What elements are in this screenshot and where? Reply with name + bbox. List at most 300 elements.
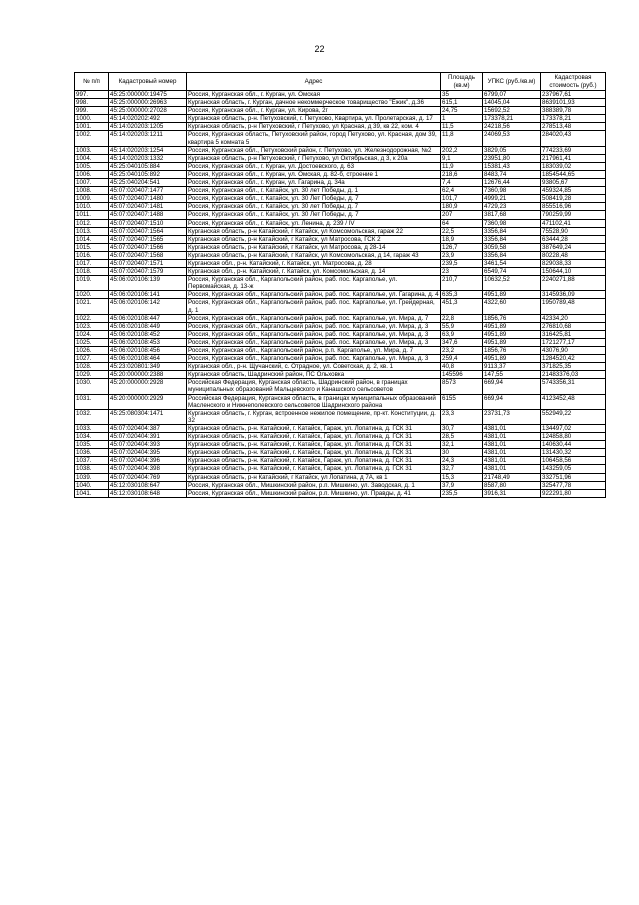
address: Курганская область, р-н. Катайский, г. Катайск, Гараж, ул. Лопатина, д. ГСК 31 [187, 449, 441, 457]
area: 451,3 [441, 299, 483, 314]
area: 35 [441, 91, 483, 99]
address: Курганская область, р-н Катайский, г Катайск, ул Комсомольская, д 14, гараж 43 [187, 251, 441, 259]
upks: 24069,53 [483, 131, 541, 146]
upks: 6799,07 [483, 91, 541, 99]
row-number: 1023. [75, 322, 109, 330]
row-number: 1033. [75, 424, 109, 432]
upks: 4951,89 [483, 291, 541, 299]
cadastral-value: 316425,81 [541, 330, 606, 338]
address: Россия, Курганская обл., г. Курган, ул. Омская [187, 91, 441, 99]
cadastral-number: 45:20:000000:2928 [109, 379, 187, 394]
cadastral-number: 45:12:030108:648 [109, 489, 187, 497]
row-number: 1028. [75, 363, 109, 371]
address: Курганская область, р-н. Петуховский, г. Петухово, Квартира, ул. Пролетарская, д. 17 [187, 115, 441, 123]
row-number: 1019. [75, 276, 109, 291]
area: 64 [441, 219, 483, 227]
table-row [75, 251, 606, 259]
row-number: 1013. [75, 227, 109, 235]
cadastral-number: 45:25:080304:1471 [109, 409, 187, 424]
upks: 15692,52 [483, 107, 541, 115]
address: Россия, Курганская обл., г. Катайск, ул. Ленина, д. 239 / IV [187, 219, 441, 227]
area: 6155 [441, 394, 483, 409]
cadastral-value: 124858,80 [541, 433, 606, 441]
address: Российская Федерация, Курганская область, Шадринский район, в границах муниципальных образований Мальцевского и Канашского сельсоветов [187, 379, 441, 394]
area: 101,7 [441, 195, 483, 203]
cadastral-number: 45:07:020407:1579 [109, 268, 187, 276]
area: 23,3 [441, 409, 483, 424]
row-number: 1012. [75, 219, 109, 227]
address: Россия, Курганская обл., Каргапольский район, раб. пос. Каргаполье, ул. Мира, д. 7 [187, 314, 441, 322]
address: Курганская область, р-н Катайский, г Катайск, ул Матросова, ГСК 2 [187, 235, 441, 243]
row-number: 1036. [75, 449, 109, 457]
address: Россия, Курганская обл., г. Катайск, ул. 30 Лет Победы, д. 7 [187, 211, 441, 219]
cadastral-number: 45:25:040105:884 [109, 162, 187, 170]
upks: 3916,31 [483, 489, 541, 497]
area: 126,7 [441, 243, 483, 251]
row-number: 1031. [75, 394, 109, 409]
cadastral-value: 278513,48 [541, 123, 606, 131]
upks: 3461,54 [483, 259, 541, 267]
address: Курганская область, р-н. Катайский, г. Катайск, Гараж, ул. Лопатина, д. ГСК 31 [187, 457, 441, 465]
upks: 3356,84 [483, 227, 541, 235]
upks: 3829,05 [483, 146, 541, 154]
area: 37,9 [441, 481, 483, 489]
row-number: 1002. [75, 131, 109, 146]
table-row [75, 211, 606, 219]
address: Россия, Курганская обл., Каргапольский район, раб. пос. Каргаполье, ул. Первомайская, д. 13-ж [187, 276, 441, 291]
upks: 4951,89 [483, 330, 541, 338]
cadastral-number: 45:12:030108:647 [109, 481, 187, 489]
upks: 3356,84 [483, 235, 541, 243]
header-address: Адрес [187, 73, 441, 91]
cadastral-number: 45:23:020801:349 [109, 363, 187, 371]
cadastral-value: 371825,35 [541, 363, 606, 371]
cadastral-number: 45:06:020108:464 [109, 355, 187, 363]
cadastral-number: 45:07:020404:398 [109, 465, 187, 473]
address: Россия, Курганская обл., Каргапольский район, раб. пос. Каргаполье, ул. Мира, д. 3 [187, 338, 441, 346]
area: 11,9 [441, 162, 483, 170]
area: 32,7 [441, 465, 483, 473]
table-row [75, 379, 606, 394]
area: 202,2 [441, 146, 483, 154]
table-row [75, 363, 606, 371]
cadastral-value: 790259,99 [541, 211, 606, 219]
upks: 24218,56 [483, 123, 541, 131]
area: 24,3 [441, 457, 483, 465]
upks: 12676,44 [483, 179, 541, 187]
row-number: 1037. [75, 457, 109, 465]
upks: 4999,21 [483, 195, 541, 203]
area: 30 [441, 449, 483, 457]
upks: 4729,23 [483, 203, 541, 211]
table-row [75, 162, 606, 170]
address: Курганская область, р-н. Катайский, г. Катайск, Гараж, ул. Лопатина, д. ГСК 31 [187, 441, 441, 449]
cadastral-number: 45:07:020407:1564 [109, 227, 187, 235]
row-number: 1005. [75, 162, 109, 170]
cadastral-value: 21483376,03 [541, 371, 606, 379]
cadastral-value: 93805,67 [541, 179, 606, 187]
cadastral-number: 45:06:020108:453 [109, 338, 187, 346]
upks: 4381,01 [483, 424, 541, 432]
cadastral-table [74, 72, 606, 498]
area: 145596 [441, 371, 483, 379]
address: Курганская область, р-н Петуховский, г Петухово, ул Красная, д 39, кв 22, ком. 4 [187, 123, 441, 131]
upks: 14045,04 [483, 99, 541, 107]
cadastral-value: 134497,02 [541, 424, 606, 432]
cadastral-value: 332751,96 [541, 473, 606, 481]
address: Россия, Курганская обл., г. Курган, ул. Достоевского, д. 63 [187, 162, 441, 170]
table-row [75, 330, 606, 338]
cadastral-number: 45:07:020407:1568 [109, 251, 187, 259]
cadastral-value: 217961,41 [541, 154, 606, 162]
row-number: 1010. [75, 203, 109, 211]
address: Курганская обл., р-н. Катайский, г. Катайск, ул. Матросова, д. 28 [187, 259, 441, 267]
cadastral-number: 45:06:020106:141 [109, 291, 187, 299]
row-number: 1011. [75, 211, 109, 219]
row-number: 998. [75, 99, 109, 107]
cadastral-number: 45:06:020106:139 [109, 276, 187, 291]
row-number: 1017. [75, 259, 109, 267]
row-number: 1000. [75, 115, 109, 123]
cadastral-value: 150644,10 [541, 268, 606, 276]
cadastral-value: 552949,22 [541, 409, 606, 424]
cadastral-value: 75528,90 [541, 227, 606, 235]
cadastral-number: 45:14:020203:1332 [109, 154, 187, 162]
upks: 3356,84 [483, 251, 541, 259]
table-row [75, 115, 606, 123]
upks: 4951,89 [483, 322, 541, 330]
cadastral-number: 45:14:020202:492 [109, 115, 187, 123]
address: Россия, Курганская обл., Каргапольский район, р.п. Каргаполье, ул. Мира, д. 7 [187, 347, 441, 355]
row-number: 1007. [75, 179, 109, 187]
address: Россия, Курганская обл., Мишкинский район, р.п. Мишкино, ул. Заводская, д. 1 [187, 481, 441, 489]
table-row [75, 322, 606, 330]
address: Россия, Курганская обл., Каргапольский район, раб. пос. Каргаполье, ул. Мира, д. 3 [187, 322, 441, 330]
area: 11,8 [441, 131, 483, 146]
area: 55,9 [441, 322, 483, 330]
address: Курганская область, Шадринский район, ПС Ольховка [187, 371, 441, 379]
row-number: 1006. [75, 170, 109, 178]
row-number: 1026. [75, 347, 109, 355]
address: Курганская обл., р-н. Щучанский, с. Отрадное, ул. Советская, д. 2, кв. 1 [187, 363, 441, 371]
cadastral-value: 459324,85 [541, 187, 606, 195]
address: Россия, Курганская обл., г. Курган, ул. Гагарина, д. 34а [187, 179, 441, 187]
row-number: 1039. [75, 473, 109, 481]
area: 259,4 [441, 355, 483, 363]
upks: 7360,98 [483, 219, 541, 227]
cadastral-number: 45:06:020108:456 [109, 347, 187, 355]
row-number: 1014. [75, 235, 109, 243]
area: 9,1 [441, 154, 483, 162]
cadastral-value: 42334,20 [541, 314, 606, 322]
upks: 7360,98 [483, 187, 541, 195]
address: Россия, Курганская обл., Петуховский район, г. Петухово, ул. Железнодорожная, №2 [187, 146, 441, 154]
upks: 23731,73 [483, 409, 541, 424]
cadastral-value: 1854544,65 [541, 170, 606, 178]
row-number: 1022. [75, 314, 109, 322]
cadastral-number: 45:07:020404:769 [109, 473, 187, 481]
cadastral-number: 45:07:020404:396 [109, 457, 187, 465]
cadastral-number: 45:06:020106:142 [109, 299, 187, 314]
address: Курганская область, р-н Катайский, г Катайск, ул Матросова, д 28-14 [187, 243, 441, 251]
area: 8573 [441, 379, 483, 394]
area: 28,5 [441, 433, 483, 441]
area: 22,8 [441, 314, 483, 322]
row-number: 1032. [75, 409, 109, 424]
area: 23 [441, 268, 483, 276]
cadastral-number: 45:07:020404:395 [109, 449, 187, 457]
upks: 669,94 [483, 394, 541, 409]
row-number: 1004. [75, 154, 109, 162]
upks: 1856,76 [483, 347, 541, 355]
cadastral-value: 325477,78 [541, 481, 606, 489]
upks: 6549,74 [483, 268, 541, 276]
cadastral-number: 45:25:000000:26963 [109, 99, 187, 107]
header-cadastral-value: Кадастровая стоимость (руб.) [541, 73, 606, 91]
address: Россия, Курганская обл., Каргапольский район, раб. пос. Каргаполье, ул. Гагарина, д. 4 [188, 291, 439, 299]
row-number: 1040. [75, 481, 109, 489]
cadastral-value: 183039,02 [541, 162, 606, 170]
area: 18,9 [441, 235, 483, 243]
area: 239,5 [441, 259, 483, 267]
cadastral-value: 131430,32 [541, 449, 606, 457]
row-number: 1008. [75, 187, 109, 195]
row-number: 1041. [75, 489, 109, 497]
row-number: 1003. [75, 146, 109, 154]
cadastral-value: 140630,44 [541, 441, 606, 449]
area: 207 [441, 211, 483, 219]
address: Россия, Курганская обл., г. Катайск, ул. 30 лет Победы, д. 7 [187, 203, 441, 211]
upks: 4322,60 [483, 299, 541, 314]
table-row [75, 409, 606, 424]
table-row [75, 394, 606, 409]
cadastral-number: 45:07:020404:393 [109, 441, 187, 449]
cadastral-value: 471102,41 [541, 219, 606, 227]
cadastral-number: 45:07:020407:1510 [109, 219, 187, 227]
table-row [75, 243, 606, 251]
upks: 9113,37 [483, 363, 541, 371]
row-number: 1038. [75, 465, 109, 473]
table-row [75, 481, 606, 489]
address: Курганская область, р-н. Катайский, г. Катайск, Гараж, ул. Лопатина, д. ГСК 31 [187, 424, 441, 432]
table-row [75, 268, 606, 276]
upks: 8483,74 [483, 170, 541, 178]
table-row [75, 291, 606, 299]
row-number: 999. [75, 107, 109, 115]
area: 30,7 [441, 424, 483, 432]
table-row [75, 99, 606, 107]
cadastral-value: 4123452,48 [541, 394, 606, 409]
address: Российская Федерация, Курганская область, в границах муниципальных образований Масленского и Нижнеполевского сельсоветов Шадринского района [187, 394, 441, 409]
header-cadastral-number: Кадастровый номер [109, 73, 187, 91]
cadastral-number: 45:07:020407:1481 [109, 203, 187, 211]
cadastral-number: 45:25:000000:27028 [109, 107, 187, 115]
table-row [75, 219, 606, 227]
area: 23,2 [441, 347, 483, 355]
address: Россия, Курганская обл., Каргапольский район, раб. пос. Каргаполье, ул. Мира, д. 3 [187, 330, 441, 338]
table-row [75, 195, 606, 203]
address: Россия, Курганская обл., Мишкинский район, р.п. Мишкино, ул. Правды, д. 41 [187, 489, 441, 497]
cadastral-number: 45:06:020108:449 [109, 322, 187, 330]
area: 347,6 [441, 338, 483, 346]
cadastral-value: 276810,68 [541, 322, 606, 330]
address: Россия, Курганская обл., г. Катайск, ул. 30 лет Победы, д. 1 [187, 187, 441, 195]
table-row [75, 154, 606, 162]
area: 635,3 [441, 291, 483, 299]
row-number: 1024. [75, 330, 109, 338]
cadastral-value: 5743356,31 [541, 379, 606, 394]
upks: 669,94 [483, 379, 541, 394]
upks: 4381,01 [483, 465, 541, 473]
cadastral-number: 45:20:000000:2388 [109, 371, 187, 379]
cadastral-value: 284020,43 [541, 131, 606, 146]
address: Россия, Курганская обл., г. Катайск, ул. 30 Лет Победы, д. 7 [187, 195, 441, 203]
address: Курганская область, г. Курган, встроенное нежилое помещение, пр-кт. Конституции, д. 32 [187, 409, 441, 424]
address: Курганская область, р-н Катайский, г Катайск, ул Комсомольская, гараж 22 [187, 227, 441, 235]
cadastral-value: 8639101,93 [541, 99, 606, 107]
cadastral-value: 3145936,09 [541, 291, 606, 299]
table-row [75, 91, 606, 99]
header-area: Площадь (кв.м) [441, 73, 483, 91]
table-row [75, 465, 606, 473]
upks: 1856,76 [483, 314, 541, 322]
area: 218,6 [441, 170, 483, 178]
cadastral-number: 45:25:000000:19475 [109, 91, 187, 99]
cadastral-number: 45:07:020404:391 [109, 433, 187, 441]
cadastral-value: 80228,48 [541, 251, 606, 259]
address: Курганская область, р-н. Катайский, г. Катайск, Гараж, ул. Лопатина, д. ГСК 31 [187, 433, 441, 441]
cadastral-value: 855516,96 [541, 203, 606, 211]
table-row [75, 449, 606, 457]
cadastral-value: 173378,21 [541, 115, 606, 123]
upks: 4381,01 [483, 441, 541, 449]
cadastral-number: 45:14:020203:1205 [109, 123, 187, 131]
upks: 4381,01 [483, 449, 541, 457]
cadastral-number: 45:20:000000:2929 [109, 394, 187, 409]
table-row [75, 107, 606, 115]
cadastral-value: 829038,33 [541, 259, 606, 267]
area: 62,4 [441, 187, 483, 195]
upks: 15381,43 [483, 162, 541, 170]
area: 7,4 [441, 179, 483, 187]
cadastral-value: 2240271,88 [541, 276, 606, 291]
cadastral-value: 237967,61 [541, 91, 606, 99]
table-row [75, 489, 606, 497]
upks: 4381,01 [483, 457, 541, 465]
area: 15,3 [441, 473, 483, 481]
cadastral-number: 45:07:020407:1566 [109, 243, 187, 251]
cadastral-number: 45:07:020407:1488 [109, 211, 187, 219]
table-row [75, 235, 606, 243]
area: 1 [441, 115, 483, 123]
address: Курганская область, р-н Катайский, г Катайск, ул Лопатина, д 7А, кв 1 [187, 473, 441, 481]
upks: 4381,01 [483, 433, 541, 441]
area: 32,1 [441, 441, 483, 449]
upks: 147,55 [483, 371, 541, 379]
cadastral-value: 1950789,48 [541, 299, 606, 314]
cadastral-number: 45:06:020108:447 [109, 314, 187, 322]
cadastral-number: 45:06:020108:452 [109, 330, 187, 338]
area: 40,8 [441, 363, 483, 371]
row-number: 1020. [75, 291, 109, 299]
cadastral-number: 45:07:020407:1571 [109, 259, 187, 267]
upks: 10632,52 [483, 276, 541, 291]
header-number: № п/п [75, 73, 109, 91]
table-row [75, 473, 606, 481]
table-row [75, 441, 606, 449]
upks: 8587,80 [483, 481, 541, 489]
row-number: 1009. [75, 195, 109, 203]
address: Курганская область, р-н. Катайский, г. Катайск, Гараж, ул. Лопатина, д. ГСК 31 [187, 465, 441, 473]
table-row [75, 227, 606, 235]
row-number: 1025. [75, 338, 109, 346]
upks: 21748,49 [483, 473, 541, 481]
cadastral-number: 45:25:040204:541 [109, 179, 187, 187]
table-row [75, 170, 606, 178]
cadastral-value: 1284520,42 [541, 355, 606, 363]
area: 63,9 [441, 330, 483, 338]
row-number: 1034. [75, 433, 109, 441]
row-number: 1016. [75, 251, 109, 259]
table-row [75, 203, 606, 211]
table-header-row [75, 73, 606, 91]
cadastral-value: 106458,56 [541, 457, 606, 465]
table-row [75, 259, 606, 267]
cadastral-number: 45:07:020404:387 [109, 424, 187, 432]
row-number: 1018. [75, 268, 109, 276]
upks: 3817,68 [483, 211, 541, 219]
upks: 4951,89 [483, 338, 541, 346]
table-row [75, 338, 606, 346]
address: Курганская обл., р-н. Катайский, г. Катайск, ул. Комсомольская, д. 14 [187, 268, 441, 276]
cadastral-number: 45:07:020407:1480 [109, 195, 187, 203]
area: 235,5 [441, 489, 483, 497]
cadastral-value: 922291,80 [541, 489, 606, 497]
cadastral-value: 508419,28 [541, 195, 606, 203]
row-number: 997. [75, 91, 109, 99]
row-number: 1015. [75, 243, 109, 251]
page-number: 22 [314, 44, 325, 54]
upks: 23951,80 [483, 154, 541, 162]
cadastral-number: 45:07:020407:1565 [109, 235, 187, 243]
row-number: 1029. [75, 371, 109, 379]
table-row [75, 457, 606, 465]
table-row [75, 123, 606, 131]
cadastral-value: 1721277,17 [541, 338, 606, 346]
row-number: 1021. [75, 299, 109, 314]
table-row [75, 314, 606, 322]
table-row [75, 131, 606, 146]
address: Россия, Курганская обл., Каргапольский район, раб. пос. Каргаполье, ул. Мира, д. 3 [187, 355, 441, 363]
table-row [75, 187, 606, 195]
cadastral-number: 45:07:020407:1477 [109, 187, 187, 195]
address: Россия, Курганская обл., г. Курган, ул. Кирова, 2г [187, 107, 441, 115]
area: 11,5 [441, 123, 483, 131]
cadastral-number: 45:14:020203:1211 [109, 131, 187, 146]
table-row [75, 146, 606, 154]
cadastral-value: 387649,24 [541, 243, 606, 251]
header-upks: УПКС (руб./кв.м) [483, 73, 541, 91]
upks: 4951,89 [483, 355, 541, 363]
area: 210,7 [441, 276, 483, 291]
area: 615,1 [441, 99, 483, 107]
table-row [75, 179, 606, 187]
cadastral-value: 774233,69 [541, 146, 606, 154]
area: 180,9 [441, 203, 483, 211]
address: Россия, Курганская обл., г. Курган, ул. Омская, д. 82-б, строение 1 [187, 170, 441, 178]
area: 24,75 [441, 107, 483, 115]
row-number: 1001. [75, 123, 109, 131]
